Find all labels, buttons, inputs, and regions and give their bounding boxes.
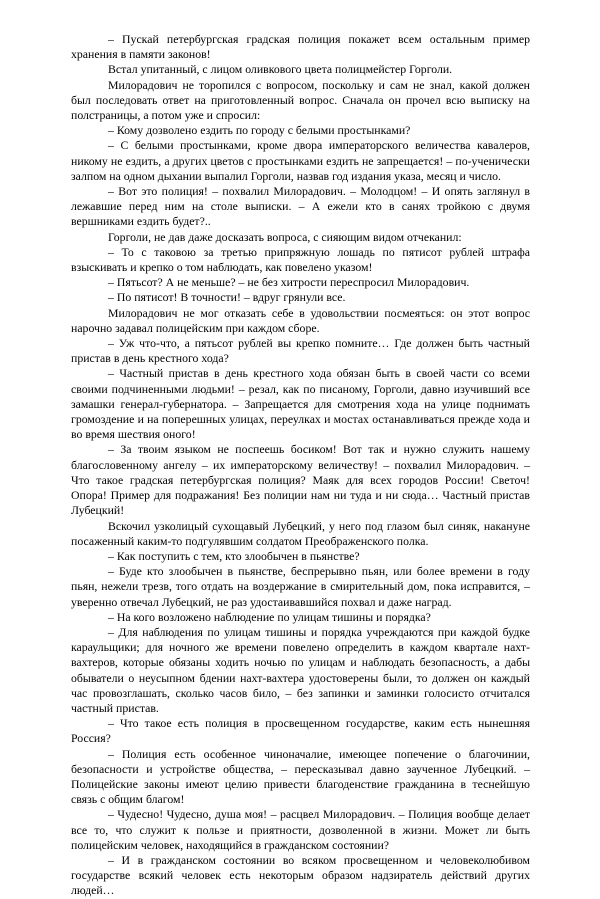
paragraph: – Вот это полиция! – похвалил Милорадович. – Молодцом! – И опять заглянул в лежавшие перед ним на столе выписки. – А ежели кто в санях тройкою с двумя вершниками ездить будет?.. (71, 184, 530, 229)
paragraph: – Как поступить с тем, кто злообычен в пьянстве? (108, 548, 360, 563)
paragraph: – С белыми простынками, кроме двора императорского величества кавалеров, никому не ездить, а других цветов с простынками ездить не запрещается! – по-ученически залпом на одном дыхании выпалил Горголи, назвав год издания указа, месяц и число. (71, 138, 530, 183)
paragraph: – Что такое есть полиция в просвещенном государстве, каким есть нынешняя Россия? (71, 716, 530, 746)
paragraph: – Частный пристав в день крестного хода обязан быть в своей части со всеми своими подчиненными людьми! – резал, как по писаному, Горголи, давно изучивший все замашки генерал-губернатора. – Запрещается для смотрения хода на улице поднимать громоздение и на поперешных улицах, переулках и мостах останавливаться прежде хода и во время шествия оного! (71, 366, 530, 442)
paragraph: Горголи, не дав даже досказать вопроса, с сияющим видом отчеканил: (108, 229, 462, 244)
paragraph: – На кого возложено наблюдение по улицам тишины и порядка? (108, 609, 431, 624)
paragraph: Милорадович не мог отказать себе в удовольствии посмеяться: он этот вопрос нарочно задавал полицейским при каждом сборе. (71, 305, 530, 335)
paragraph: Милорадович не торопился с вопросом, поскольку и сам не знал, какой должен был последовать ответ на приготовленный вопрос. Сначала он прочел всю выписку на полстраницы, а потом уже и спросил: (71, 77, 530, 123)
paragraph: – За твоим языком не поспеешь босиком! Вот так и нужно служить нашему благословенному ангелу – их императорскому величеству! – похвалил Милорадович. – Что такое градская петербургская полиция? Маяк для всех городов России! Светоч! Опора! Пример для подражания! Без полиции нам ни туда и ни сюда… Частный пристав Лубецкий! (71, 442, 530, 518)
text-body (71, 32, 530, 899)
paragraph: – Кому дозволено ездить по городу с белыми простынками? (108, 123, 411, 138)
paragraph: – По пятисот! В точности! – вдруг грянули все. (108, 290, 346, 305)
paragraph: – Для наблюдения по улицам тишины и порядка учреждаются при каждой будке караульщики; для ночного же времени повелено определить в каждом квартале нахт-вахтеров, которые обязаны ходить ночью по улицам и наблюдать безопасность, а дабы обыватели о неусыпном бдении нахт-вахтера удостоверены были, то должен он каждый час провозглашать, сколько часов било, – без запинки и заминки голосисто отчитался частный пристав. (71, 624, 530, 715)
paragraph: – То с таковою за третью припряжную лошадь по пятисот рублей штрафа взыскивать и крепко о том наблюдать, как повелено указом! (71, 244, 530, 275)
paragraph: – Пятьсот? А не меньше? – не без хитрости переспросил Милорадович. (108, 275, 470, 290)
paragraph: – Пускай петербургская градская полиция покажет всем остальным пример хранения в памяти законов! (71, 32, 530, 62)
paragraph: Вскочил узколицый сухощавый Лубецкий, у него под глазом был синяк, накануне посаженный каким-то подгулявшим солдатом Преображенского полка. (71, 518, 530, 548)
paragraph: – Чудесно! Чудесно, душа моя! – расцвел Милорадович. – Полиция вообще делает все то, что служит к пользе и приятности, дозволенной в жизни. Может ли быть полицейским человек, находящийся в гражданском состоянии? (71, 807, 530, 852)
paragraph: – И в гражданском состоянии во всяком просвещенном и человеколюбивом государстве всякий человек есть некоторым образом надзиратель действий других людей… (71, 852, 530, 898)
paragraph: Встал упитанный, с лицом оливкового цвета полицмейстер Горголи. (108, 62, 453, 77)
paragraph: – Буде кто злообычен в пьянстве, беспрерывно пьян, или более времени в году пьян, нежели трезв, того отдать на воздержание в смирительный дом, пока исправится, – уверенно отвечал Лубецкий, не раз удостаивавшийся похвал и даже наград. (71, 564, 530, 609)
paragraph: – Уж что-что, а пятьсот рублей вы крепко помните… Где должен быть частный пристав в день крестного хода? (71, 336, 530, 366)
paragraph: – Полиция есть особенное чиноначалие, имеющее попечение о благочинии, безопасности и устройстве общества, – пересказывал давно заученное Лубецкий. – Полицейские законы имеют целию привести благоденствие гражданина в теснейшую связь с общим благом! (71, 746, 530, 807)
